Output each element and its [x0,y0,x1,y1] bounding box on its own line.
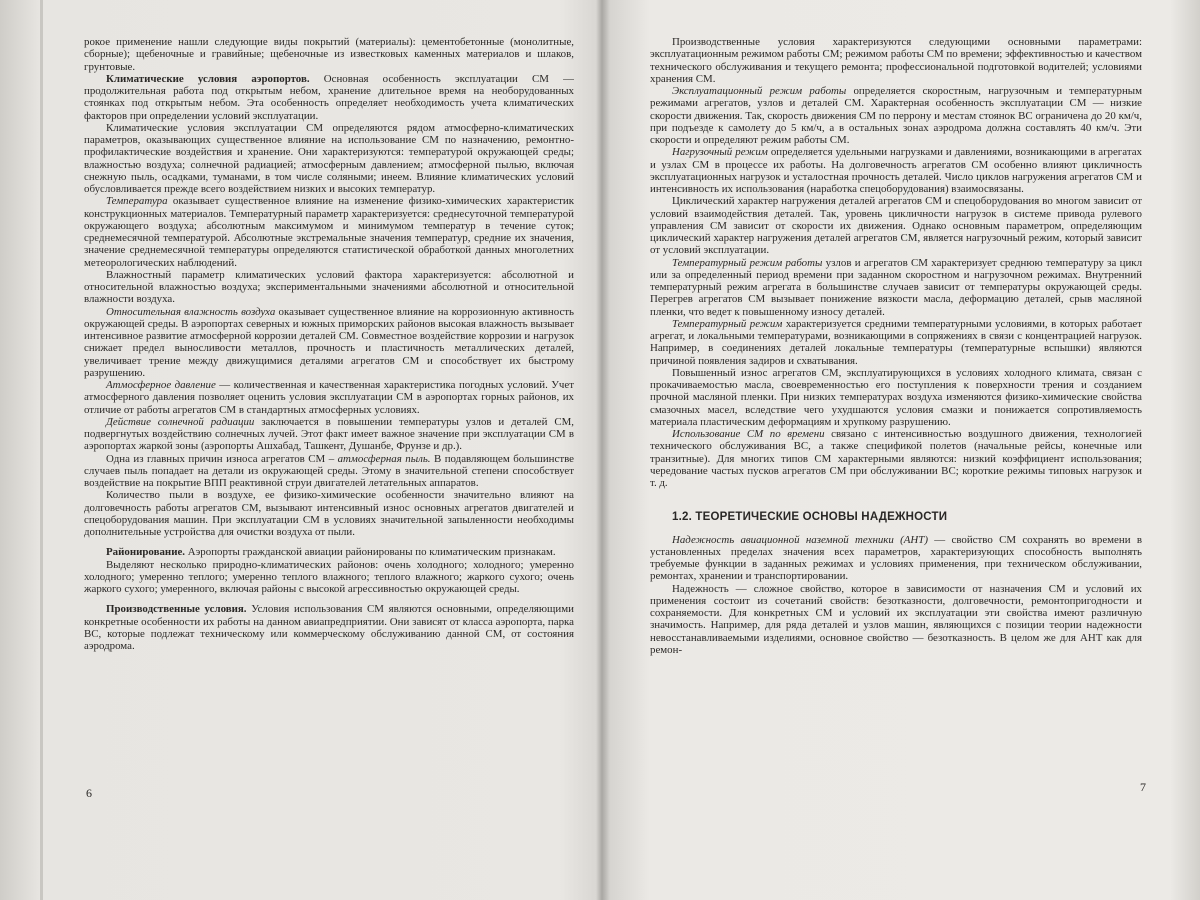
paragraph [650,85,1142,146]
paragraph [84,453,574,490]
term-italic: атмосферная пыль. [337,452,431,465]
paragraph [650,195,1142,256]
paragraph-text: Количество пыли в воздухе, ее физико-химические особенности значительно влияют на долговечность работы агрегатов СМ, вызывают интенсивный износ основных агрегатов двигателей и спецоборудования машин. При эксплуатации СМ в условиях значительной запыленности необходимы дополнительные устройства для очистки воздуха от пыли. [84,489,574,538]
term-italic: Атмосферное давление [106,379,216,391]
book-edge [40,0,43,900]
term-italic: Нагрузочный режим [672,146,768,159]
term-italic: Температура [106,195,168,208]
paragraph [84,36,574,73]
left-page [84,36,574,856]
paragraph [650,428,1142,489]
term-italic: Температурный режим [672,317,783,330]
paragraph-text: заключается в повышении температуры узлов и деталей СМ, подвергнутых воздействию солнечных лучей. Этот факт имеет важное значение при эксплуатации СМ в аэропортах жаркой зоны (аэропорты Ашхабад, Ташкент, Душанбе, Фрунзе и др.). [84,415,574,453]
paragraph [84,379,574,416]
paragraph-lead: Климатические условия аэропортов. [106,72,310,85]
paragraph [84,416,574,453]
left-page-number: 6 [86,786,92,800]
term-italic: Относительная влажность воздуха [106,305,276,318]
paragraph [84,306,574,380]
paragraph [650,367,1142,428]
paragraph [650,318,1142,367]
paragraph-text: характеризуется средними температурными условиями, в которых работает агрегат, и локальными температурами, возникающими в сопряжениях в связи с концентрацией нагрузок. Например, в соединениях деталей локальные температуры (температурные вспышки) являются причиной появления задиров и схватывания. [650,317,1142,367]
paragraph-text: определяется удельными нагрузками и давлениями, возникающими в агрегатах и узлах СМ в процессе их работы. На долговечность агрегатов СМ особенно влияют цикличность эксплуатационных нагрузок и усталостная прочность деталей. Число циклов нагружения агрегатов СМ и интенсивность их использования (наработка спецоборудования) взаимосвязаны. [650,146,1142,195]
term-italic: Эксплуатационный режим работы [672,85,847,97]
paragraph-text: рокое применение нашли следующие виды покрытий (материалы): цементобетонные (монолитные, сборные); щебеночные и гравийные; щебеночные из известковых каменных материалов и шлаков, грунтовые. [84,36,574,73]
paragraph-text: Основная особенность эксплуатации СМ — продолжительная работа под открытым небом, хранение длительное время на необорудованных стоянках под открытым небом. Эта особенность определяет необходимость учета климатических факторов при определении условий эксплуатации. [84,72,574,122]
paragraph [650,36,1142,85]
paragraph [84,73,574,122]
paragraph-text: В подавляющем большинстве случаев пыль попадает на детали из окружающей среды. Этому в значительной степени способствует воздействие на покрытие ВПП реактивной струи двигателей летательных аппаратов. [84,452,574,489]
paragraph [650,583,1142,657]
paragraph-text: Производственные условия характеризуются следующими основными параметрами: эксплуатационным режимом работы СМ; режимом работы СМ по времени; эффективностью и качеством технического обслуживания и текущего ремонта; профессиональной подготовкой водителей; условиями хранения СМ. [650,36,1142,85]
paragraph [650,257,1142,318]
term-italic: Действие солнечной радиации [106,415,255,428]
paragraph [84,559,574,596]
section-heading: 1.2. ТЕОРЕТИЧЕСКИЕ ОСНОВЫ НАДЕЖНОСТИ [672,511,948,524]
paragraph [84,269,574,306]
term-italic: Использование СМ по времени [672,428,825,440]
right-page [650,36,1142,856]
paragraph-text: оказывает существенное влияние на изменение физико-химических характеристик конструкционных материалов. Температурный параметр характеризуется: среднесуточной температурой окружающего воздуха; абсолютным максимумом и минимумом температур в течение суток; среднемесячной температурой. Абсолютные экстремальные значения температур, средние их значения, значение среднемесячной температуры определяются статистической обработкой данных многолетних метеорологических наблюдений. [84,195,574,269]
paragraph-gap [84,595,574,603]
paragraph-text: Аэропорты гражданской авиации районированы по климатическим признакам. [185,546,556,559]
paragraph [84,195,574,269]
paragraph [84,546,574,558]
paragraph-text: оказывает существенное влияние на коррозионную активность окружающей среды. В аэропортах северных и южных приморских районов высокая влажность вызывает интенсивное развитие атмосферной коррозии деталей СМ. Совместное воздействие коррозии и нагрузок снижает предел выносливости металлов, прочность и пластичность металлических деталей, увеличивает трение между движущимися деталями агрегатов СМ и способствует их быстрому разрушению. [84,305,574,379]
paragraph-text: — количественная и качественная характеристика погодных условий. Учет атмосферного давления позволяет оценить условия эксплуатации СМ в аэропортах горных районов, их отличие от работы агрегатов СМ в стандартных атмосферных условиях. [84,379,574,416]
right-page-body-bottom [650,534,1142,657]
paragraph [84,122,574,196]
paragraph-text: Циклический характер нагружения деталей агрегатов СМ и спецоборудования во многом зависит от условий взаимодействия деталей. Так, уровень цикличности нагрузок в системе привода рулевого управления СМ зависит от скорости их движения. Однако основным параметром, определяющим циклический характер нагружения деталей агрегатов СМ, является нагрузочный режим, который зависит от условий эксплуатации. [650,195,1142,257]
paragraph-text: Надежность — сложное свойство, которое в зависимости от назначения СМ и условий их применения состоит из сочетаний свойств: безотказности, долговечности, ремонтопригодности и сохраняемости. Для конкретных СМ и условий их эксплуатации эти свойства имеют различную значимость. Например, для ряда деталей и узлов машин, являющихся с позиции теории надежности невосстанавливаемыми изделиями, основное свойство — безотказность. В целом же для АНТ как для ремон- [650,582,1142,656]
paragraph-text: узлов и агрегатов СМ характеризует среднюю температуру за цикл или за определенный период времени при заданном скоростном и нагрузочном режимах. Внутренний температурный режим агрегата в большинстве случаев зависит от температуры окружающей среды. Перегрев агрегатов СМ вызывает понижение вязкости масла, деформацию деталей, срыв масляной пленки, что ведет к повышенному износу деталей. [650,256,1142,318]
paragraph-text: Влажностный параметр климатических условий фактора характеризуется: абсолютной и относительной влажностью воздуха; экспериментальными значениями абсолютной и относительной влажности воздуха. [84,268,574,306]
paragraph-text: определяется скоростным, нагрузочным и температурным режимами агрегатов, узлов и деталей СМ. Характерная особенность эксплуатации СМ — низкие скорости движения. Так, скорость движения СМ по перрону и местам стоянок ВС ограничена до 20 км/ч, при подъезде к самолету до 5 км/ч, а в остальных зонах аэродрома должна составлять 40 км/ч. Эти скорости и определяют режим работы СМ. [650,85,1142,146]
paragraph-lead: Производственные условия. [106,603,247,616]
paragraph [650,534,1142,583]
paragraph [650,146,1142,195]
paragraph [84,603,574,652]
paragraph-gap [84,538,574,546]
paragraph-text: Одна из главных причин износа агрегатов СМ – [106,452,338,465]
paragraph-text: Климатические условия эксплуатации СМ определяются рядом атмосферно-климатических параметров, оказывающих существенное влияние на использование СМ по назначению, ремонтно-профилактические воздействия и хранение. Они характеризуются: температурой окружающей среды; влажностью воздуха; солнечной радиацией; атмосферным давлением; атмосферной пылью, включая снежную пыль, осадками, туманами, в том числе соляными; инеем. Влияние климатических условий обусловливается прежде всего воздействием низких и высоких температур. [84,121,574,195]
paragraph-text: Повышенный износ агрегатов СМ, эксплуатирующихся в условиях холодного климата, связан с прокачиваемостью масла, своевременностью его поступления к поверхности трения и созданием прочной масляной пленки. При низких температурах воздуха изменяются физико-химические свойства смазочных масел, вследствие чего ухудшаются условия смазки и понижается сопротивляемость материала пластическим деформациям и хрупкому разрушению. [650,366,1142,428]
paragraph [84,489,574,538]
paragraph-text: Условия использования СМ являются основными, определяющими конкретные особенности их работы на данном авиапредприятии. Они зависят от класса аэропорта, парка ВС, которые подлежат техническому или коммерческому обслуживанию данной СМ, от состояния аэродрома. [84,603,574,652]
paragraph-text: Выделяют несколько природно-климатических районов: очень холодного; холодного; умеренно холодного; умеренно теплого; умеренно теплого влажного; теплого влажного; жаркого сухого; очень жаркого сухого; умеренного, включая районы с высокой агрессивностью окружающей среды. [84,558,574,595]
left-page-body [84,36,574,652]
right-page-number: 7 [1140,780,1146,794]
term-italic: Надежность авиационной наземной техники (АНТ) [672,533,928,546]
paragraph-text: связано с интенсивностью воздушного движения, технологией технического обслуживания ВС, а также спецификой полетов (начальные рейсы, конечные или транзитные). Для многих типов СМ характерными являются: низкий коэффициент использования; чередование частых пусков агрегатов СМ при обслуживании ВС; короткие режимы типовых нагрузок и т. д. [650,428,1142,489]
paragraph-lead: Районирование. [106,546,186,559]
paragraph-text: — свойство СМ сохранять во времени в установленных пределах значения всех параметров, характеризующих способность выполнять требуемые функции в заданных режимах и условиях применения, при техническом обслуживании, ремонтах, хранении и транспортировании. [650,533,1142,583]
term-italic: Температурный режим работы [672,256,823,269]
right-page-body-top [650,36,1142,489]
